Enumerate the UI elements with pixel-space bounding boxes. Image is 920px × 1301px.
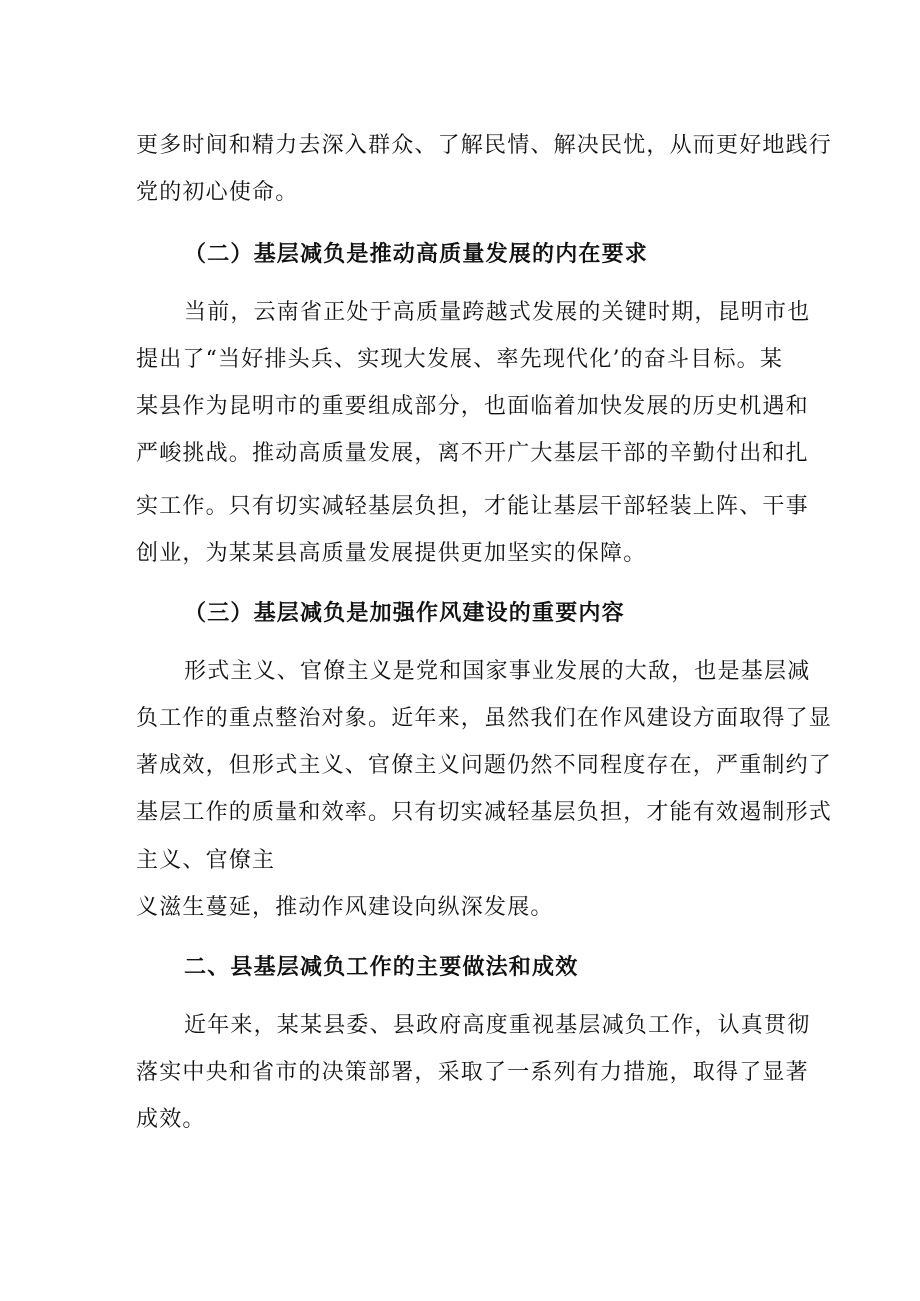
paragraph-line: 严峻挑战。推动高质量发展，离不开广大基层干部的辛勤付出和扎 <box>136 441 809 466</box>
paragraph-line: 形式主义、官僚主义是党和国家事业发展的大敌，也是基层减 <box>184 659 811 684</box>
paragraph-line: 某县作为昆明市的重要组成部分，也面临着加快发展的历史机遇和 <box>136 394 809 419</box>
section-heading-3: （三）基层减负是加强作风建设的重要内容 <box>184 600 625 626</box>
paragraph-line: 党的初心使命。 <box>136 180 299 205</box>
section-heading-2: （二）基层减负是推动高质量发展的内在要求 <box>184 241 649 267</box>
paragraph-line: 当前，云南省正处于高质量跨越式发展的关键时期，昆明市也 <box>184 300 811 325</box>
paragraph-line: 主义、官僚主 <box>136 848 276 873</box>
paragraph-line: 近年来，某某县委、县政府高度重视基层减负工作，认真贯彻 <box>184 1013 811 1038</box>
section-heading-two: 二、县基层减负工作的主要做法和成效 <box>184 954 579 980</box>
paragraph-line: 负工作的重点整治对象。近年来，虽然我们在作风建设方面取得了显 <box>136 706 833 731</box>
paragraph-line: 提出了“当好排头兵、实现大发展、率先现代化’的奋斗目标。某 <box>136 347 784 372</box>
paragraph-line: 成效。 <box>136 1107 206 1132</box>
paragraph-line: 著成效，但形式主义、官僚主义问题仍然不同程度存在，严重制约了 <box>136 753 833 778</box>
paragraph-line: 更多时间和精力去深入群众、了解民情、解决民忧，从而更好地践行 <box>136 133 833 158</box>
paragraph-line: 创业，为某某县高质量发展提供更加坚实的保障。 <box>136 541 647 566</box>
paragraph-line: 基层工作的质量和效率。只有切实减轻基层负担，才能有效遏制形式 <box>136 800 833 825</box>
paragraph-line: 落实中央和省市的决策部署，采取了一系列有力措施，取得了显著 <box>136 1060 809 1085</box>
paragraph-line: 实工作。只有切实减轻基层负担，才能让基层干部轻装上阵、干事 <box>136 494 809 519</box>
paragraph-line: 义滋生蔓延，推动作风建设向纵深发展。 <box>136 895 554 920</box>
